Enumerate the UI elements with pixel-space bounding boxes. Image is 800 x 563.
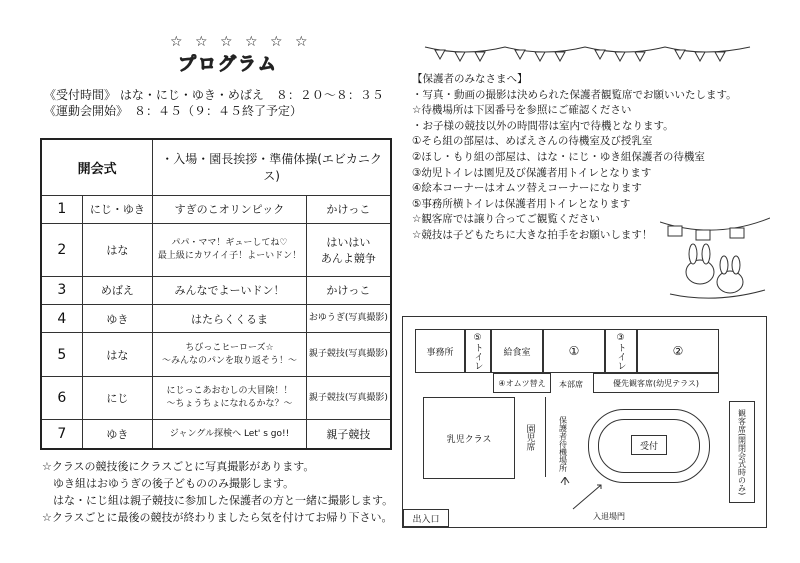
- table-row: [41, 333, 391, 376]
- row-event-line1: パパ・ママ！ギューしてね♡: [171, 237, 288, 248]
- row-class: にじ・ゆき: [82, 195, 152, 223]
- guardian-line: ☆待機場所は下図番号を参照にご確認ください: [412, 104, 632, 117]
- map-entrance-path: 入退場門: [593, 512, 625, 521]
- map-hq: 本部席: [551, 375, 591, 393]
- row-type: かけっこ: [306, 276, 391, 304]
- row-event: すぎのこオリンピック: [153, 195, 307, 223]
- map-diaper: ④オムツ替え: [493, 373, 551, 393]
- row-number: 2: [41, 224, 82, 276]
- table-row: [41, 195, 391, 223]
- guardian-line: ☆観客席では譲り合ってご観覧ください: [412, 213, 600, 226]
- row-number: 1: [41, 195, 82, 223]
- row-number: 5: [41, 333, 82, 376]
- table-row: [41, 376, 391, 419]
- opening-label: 開会式: [41, 139, 153, 195]
- rabbit-illustration-icon: [660, 212, 770, 312]
- note-line: ☆クラスごとに最後の競技が終わりましたら気を付けてお帰り下さい。: [42, 511, 393, 524]
- bunting-icon: [420, 42, 760, 62]
- map-toilet-5: ⑤トイレ: [465, 329, 491, 373]
- row-type-line2: あんよ競争: [320, 251, 376, 265]
- guardian-line: ⑤事務所横トイレは保護者用トイレとなります: [412, 197, 631, 210]
- row-class: はな: [82, 224, 152, 276]
- event-start-time: 《運動会開始》 ８：４５（９：４５終了予定）: [44, 104, 303, 118]
- table-row: [41, 276, 391, 304]
- row-type: [306, 224, 391, 276]
- guardian-line: ①そら組の部屋は、めばえさんの待機室及び授乳室: [412, 135, 653, 148]
- row-event: みんなでよーいドン！: [153, 276, 307, 304]
- map-entrance: 出入口: [403, 509, 449, 527]
- row-event: [153, 333, 307, 376]
- guardian-heading: 【保護者のみなさまへ】: [412, 73, 528, 85]
- map-guardian-wait: 保護者待機場所: [553, 399, 573, 489]
- guardian-line: ・お子様の競技以外の時間帯は室内で待機となります。: [412, 119, 674, 132]
- row-class: めばえ: [82, 276, 152, 304]
- row-event: はたらくくるま: [153, 304, 307, 332]
- row-type: かけっこ: [306, 195, 391, 223]
- note-line: はな・にじ組は親子競技に参加した保護者の方と一緒に撮影します。: [42, 494, 394, 507]
- row-number: 7: [41, 420, 82, 449]
- page-title: プログラム: [178, 54, 278, 75]
- row-event-line1: ちびっこヒーローズ☆: [185, 342, 274, 353]
- map-office: 事務所: [415, 329, 465, 373]
- map-infant-class: 乳児クラス: [423, 397, 515, 479]
- row-event: [153, 376, 307, 419]
- table-row: [41, 224, 391, 276]
- row-number: 6: [41, 376, 82, 419]
- map-room-2: ②: [637, 329, 719, 373]
- row-type: おゆうぎ(写真撮影): [306, 304, 391, 332]
- row-class: ゆき: [82, 304, 152, 332]
- map-toilet-3: ③トイレ: [605, 329, 637, 373]
- arrow-icon: [553, 477, 613, 517]
- row-type: 親子競技: [306, 420, 391, 449]
- row-class: ゆき: [82, 420, 152, 449]
- row-type: 親子競技(写真撮影): [306, 376, 391, 419]
- row-event-line2: 最上級にカワイイ子！よーいドン！: [157, 250, 302, 261]
- notes-block: [42, 458, 393, 526]
- bunting-decoration: [420, 42, 760, 62]
- map-kid-seat: 園児席: [515, 397, 546, 477]
- table-row: [41, 420, 391, 449]
- row-event-line2: ～みんなのパンを取り返そう！～: [161, 355, 297, 366]
- note-line: ゆき組はおゆうぎの後子どもののみ撮影します。: [42, 477, 295, 490]
- guardian-line: ・写真・動画の撮影は決められた保護者観覧席でお願いいたします。: [412, 88, 737, 101]
- reception-time: 《受付時間》 はな・にじ・ゆき・めばえ ８：２０～８：３５: [44, 88, 384, 102]
- row-class: にじ: [82, 376, 152, 419]
- row-number: 3: [41, 276, 82, 304]
- guardian-line: ②ほし・もり組の部屋は、はな・にじ・ゆき組保護者の待機室: [412, 150, 705, 163]
- row-type-line1: はいはい: [326, 235, 371, 249]
- map-reception: 受付: [631, 435, 667, 455]
- map-room-1: ①: [543, 329, 605, 373]
- map-audience: 観客席(開閉会式時のみ): [729, 401, 755, 503]
- row-event-line1: にじっこあおむしの大冒険！！: [166, 386, 293, 397]
- row-type: 親子競技(写真撮影): [306, 333, 391, 376]
- opening-desc: ・入場・園長挨拶・準備体操(エビカニクス): [153, 139, 391, 195]
- guardian-line: ④絵本コーナーはオムツ替えコーナーになります: [412, 182, 642, 195]
- map-kitchen: 給食室: [491, 329, 543, 373]
- note-line: ☆クラスの競技後にクラスごとに写真撮影があります。: [42, 460, 315, 473]
- row-number: 4: [41, 304, 82, 332]
- row-event: [153, 224, 307, 276]
- program-table: [40, 138, 392, 450]
- table-row: [41, 304, 391, 332]
- guardian-line: ③幼児トイレは園児及び保護者用トイレとなります: [412, 166, 652, 179]
- venue-map: [402, 316, 767, 528]
- opening-row: [41, 139, 391, 195]
- row-event: ジャングル探検へ Let' s go!!: [153, 420, 307, 449]
- map-priority-seat: 優先観客席(幼児テラス): [593, 373, 719, 393]
- guardian-line: ☆競技は子どもたちに大きな拍手をお願いします！: [412, 228, 653, 241]
- row-class: はな: [82, 333, 152, 376]
- decorative-stars: ☆ ☆ ☆ ☆ ☆ ☆: [170, 34, 312, 50]
- row-event-line2: ～ちょうちょになれるかな？～: [166, 399, 293, 410]
